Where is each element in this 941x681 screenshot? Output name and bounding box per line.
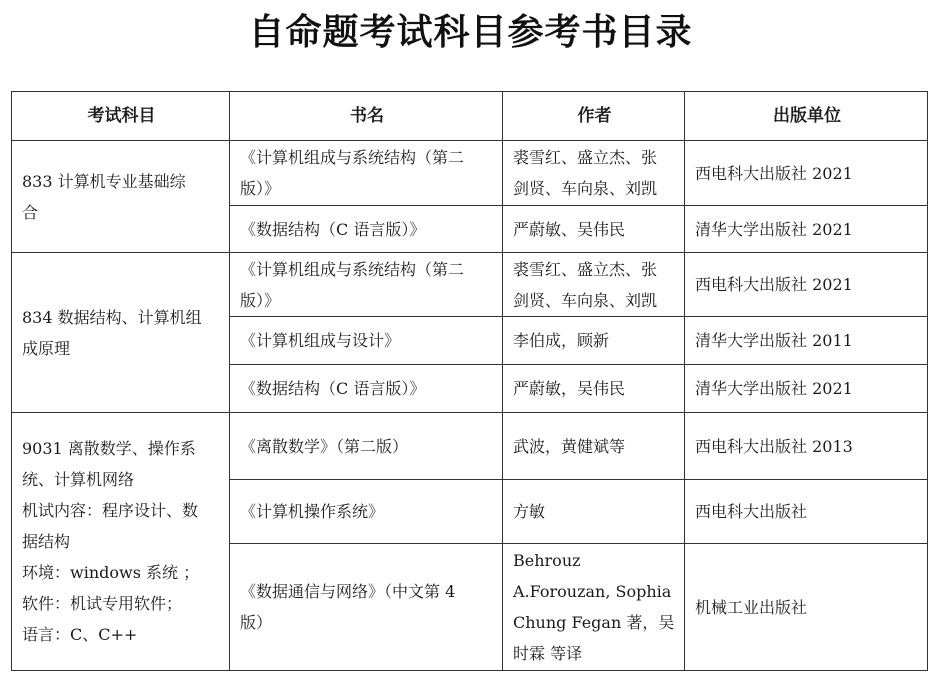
author-cell-line: 严蔚敏、吴伟民 [513, 219, 626, 239]
author-cell-line: 裘雪红、盛立杰、张 [513, 148, 658, 167]
table-row [12, 413, 928, 480]
book-name-cell [230, 413, 503, 480]
publisher-cell: 西电科大出版社 2021 [685, 253, 928, 317]
book-name-cell [230, 480, 503, 544]
book-name-cell-line: 版）》 [240, 179, 281, 198]
book-name-cell-line: 《数据结构（C 语言版）》 [240, 219, 426, 239]
header-book-name: 书名 [230, 92, 503, 141]
author-cell [503, 317, 685, 365]
subject-cell-line: 合 [22, 202, 39, 222]
subject-cell-line: 机试内容：程序设计、数 [22, 501, 199, 520]
book-name-cell [230, 544, 503, 671]
author-cell [503, 206, 685, 253]
table-row [12, 253, 928, 317]
table-row [12, 141, 928, 206]
author-cell-line: 方敏 [513, 502, 546, 521]
book-name-cell [230, 317, 503, 365]
publisher-cell: 西电科大出版社 2013 [685, 413, 928, 480]
book-name-cell-line: 《计算机组成与设计》 [240, 331, 401, 350]
subject-cell-line: 据结构 [22, 532, 71, 551]
subject-cell-line: 软件：机试专用软件； [22, 594, 183, 613]
subject-cell-line: 833 计算机专业基础综 [22, 171, 186, 191]
subject-cell-line: 9031 离散数学、操作系 [22, 439, 196, 458]
author-cell [503, 141, 685, 206]
publisher-cell: 西电科大出版社 [685, 480, 928, 544]
header-author: 作者 [503, 92, 685, 141]
book-name-cell-line: 版） [240, 613, 273, 632]
author-cell-line: Chung Fegan 著，吴 [513, 613, 675, 632]
page-title: 自命题考试科目参考书目录 [248, 12, 693, 53]
author-cell [503, 365, 685, 413]
author-cell-line: 剑贤、车向泉、刘凯 [513, 290, 658, 310]
book-name-cell-line: 《计算机组成与系统结构（第二 [240, 259, 465, 279]
book-name-cell-line: 版）》 [240, 290, 281, 310]
subject-cell-line: 语言：C、C++ [22, 625, 138, 644]
book-name-cell-line: 《数据通信与网络》（中文第 4 [240, 582, 456, 601]
subject-cell-line: 统、计算机网络 [22, 470, 135, 489]
author-cell [503, 413, 685, 480]
table-header-row [12, 92, 928, 141]
publisher-cell: 清华大学出版社 2021 [685, 365, 928, 413]
author-cell-line: 武波，黄健斌等 [513, 436, 626, 456]
subject-cell [12, 413, 230, 671]
book-name-cell [230, 253, 503, 317]
subject-cell [12, 253, 230, 413]
header-publisher: 出版单位 [685, 92, 928, 141]
book-name-cell [230, 206, 503, 253]
subject-cell-line: 834 数据结构、计算机组 [22, 307, 202, 327]
book-name-cell [230, 365, 503, 413]
author-cell-line: A.Forouzan, Sophia [513, 582, 672, 601]
author-cell-line: 裘雪红、盛立杰、张 [513, 259, 658, 279]
author-cell-line: 李伯成，顾新 [513, 331, 610, 350]
book-name-cell [230, 141, 503, 206]
book-name-cell-line: 《计算机组成与系统结构（第二 [240, 148, 465, 167]
publisher-cell: 清华大学出版社 2011 [685, 317, 928, 365]
author-cell [503, 480, 685, 544]
subject-cell [12, 141, 230, 253]
author-cell-line: Behrouz [513, 551, 581, 570]
author-cell [503, 253, 685, 317]
header-subject: 考试科目 [12, 92, 230, 141]
publisher-cell: 西电科大出版社 2021 [685, 141, 928, 206]
author-cell-line: 时霖 等译 [513, 644, 583, 663]
publisher-cell: 清华大学出版社 2021 [685, 206, 928, 253]
subject-cell-line: 成原理 [22, 338, 71, 358]
author-cell [503, 544, 685, 671]
subject-cell-line: 环境：windows 系统 ； [22, 563, 200, 582]
author-cell-line: 剑贤、车向泉、刘凯 [513, 179, 658, 198]
publisher-cell: 机械工业出版社 [685, 544, 928, 671]
reference-book-table [11, 91, 928, 671]
book-name-cell-line: 《计算机操作系统》 [240, 502, 385, 521]
author-cell-line: 严蔚敏，吴伟民 [513, 379, 626, 398]
book-name-cell-line: 《数据结构（C 语言版）》 [240, 379, 426, 398]
book-name-cell-line: 《离散数学》（第二版） [240, 436, 409, 456]
